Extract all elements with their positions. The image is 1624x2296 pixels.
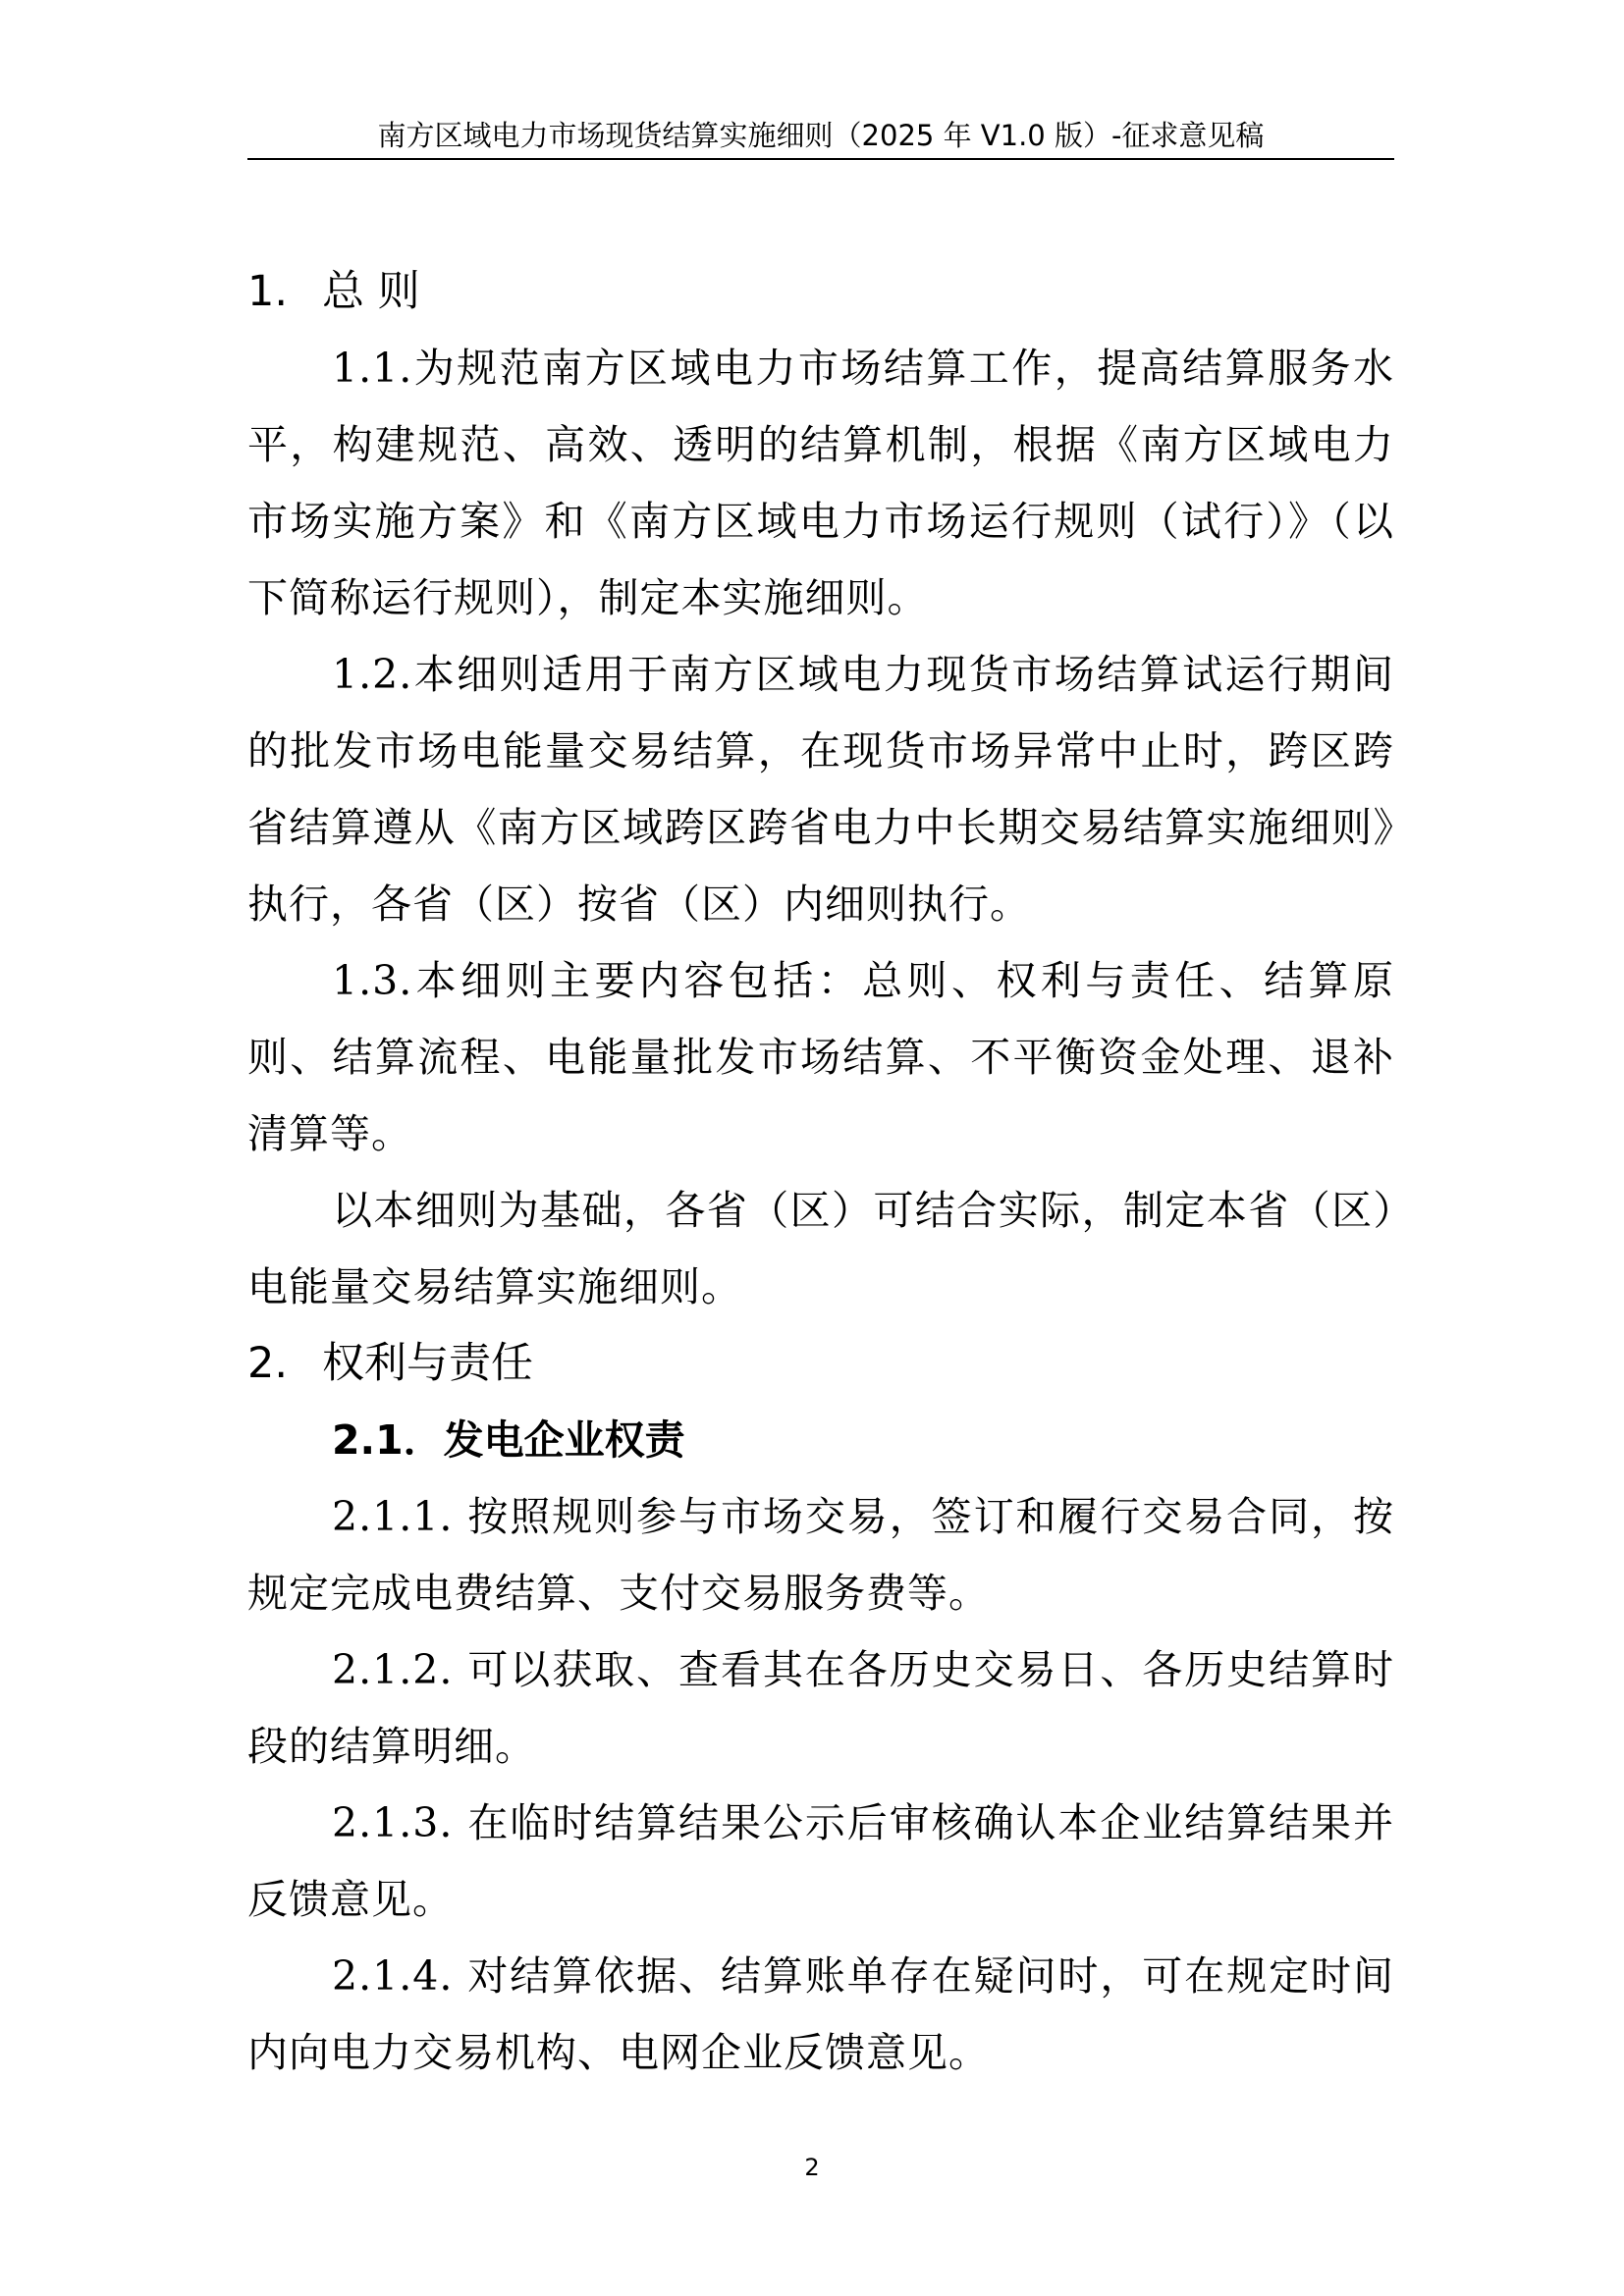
section-heading-2 — [247, 1325, 1394, 1402]
paragraph-1-3: 1.3.本细则主要内容包括：总则、权利与责任、结算原则、结算流程、电能量批发市场结算、不平衡资金处理、退补清算等。 — [247, 957, 1394, 1157]
section-title: 权利与责任 — [322, 1339, 533, 1388]
page-number: 2 — [804, 2154, 820, 2181]
paragraph-1-2: 1.2.本细则适用于南方区域电力现货市场结算试运行期间的批发市场电能量交易结算，在现货市场异常中止时，跨区跨省结算遵从《南方区域跨区跨省电力中长期交易结算实施细则》执行，各省（区）按省（区）内细则执行。 — [247, 651, 1394, 928]
paragraph-2-1-2: 2.1.2. 可以获取、查看其在各历史交易日、各历史结算时段的结算明细。 — [247, 1646, 1394, 1770]
section-heading-1 — [247, 253, 1394, 330]
section-number: 2. — [247, 1339, 289, 1388]
section-title: 总 则 — [322, 267, 420, 316]
section-number: 1. — [247, 267, 289, 316]
paragraph-2-1-4: 2.1.4. 对结算依据、结算账单存在疑问时，可在规定时间内向电力交易机构、电网企业反馈意见。 — [247, 1952, 1394, 2076]
subsection-heading-2-1: 2.1．发电企业权责 — [332, 1416, 685, 1464]
paragraph-1-4: 以本细则为基础，各省（区）可结合实际，制定本省（区）电能量交易结算实施细则。 — [247, 1187, 1394, 1310]
document-body — [247, 253, 1394, 2091]
paragraph-2-1-3: 2.1.3. 在临时结算结果公示后审核确认本企业结算结果并反馈意见。 — [247, 1799, 1394, 1923]
header-rule — [247, 158, 1394, 160]
paragraph-1-1: 1.1.为规范南方区域电力市场结算工作，提高结算服务水平，构建规范、高效、透明的结算机制，根据《南方区域电力市场实施方案》和《南方区域电力市场运行规则（试行）》（以下简称运行规则），制定本实施细则。 — [247, 345, 1394, 621]
running-header: 南方区域电力市场现货结算实施细则（2025 年 V1.0 版）-征求意见稿 — [377, 119, 1265, 152]
paragraph-2-1-1: 2.1.1. 按照规则参与市场交易，签订和履行交易合同，按规定完成电费结算、支付交易服务费等。 — [247, 1493, 1394, 1617]
